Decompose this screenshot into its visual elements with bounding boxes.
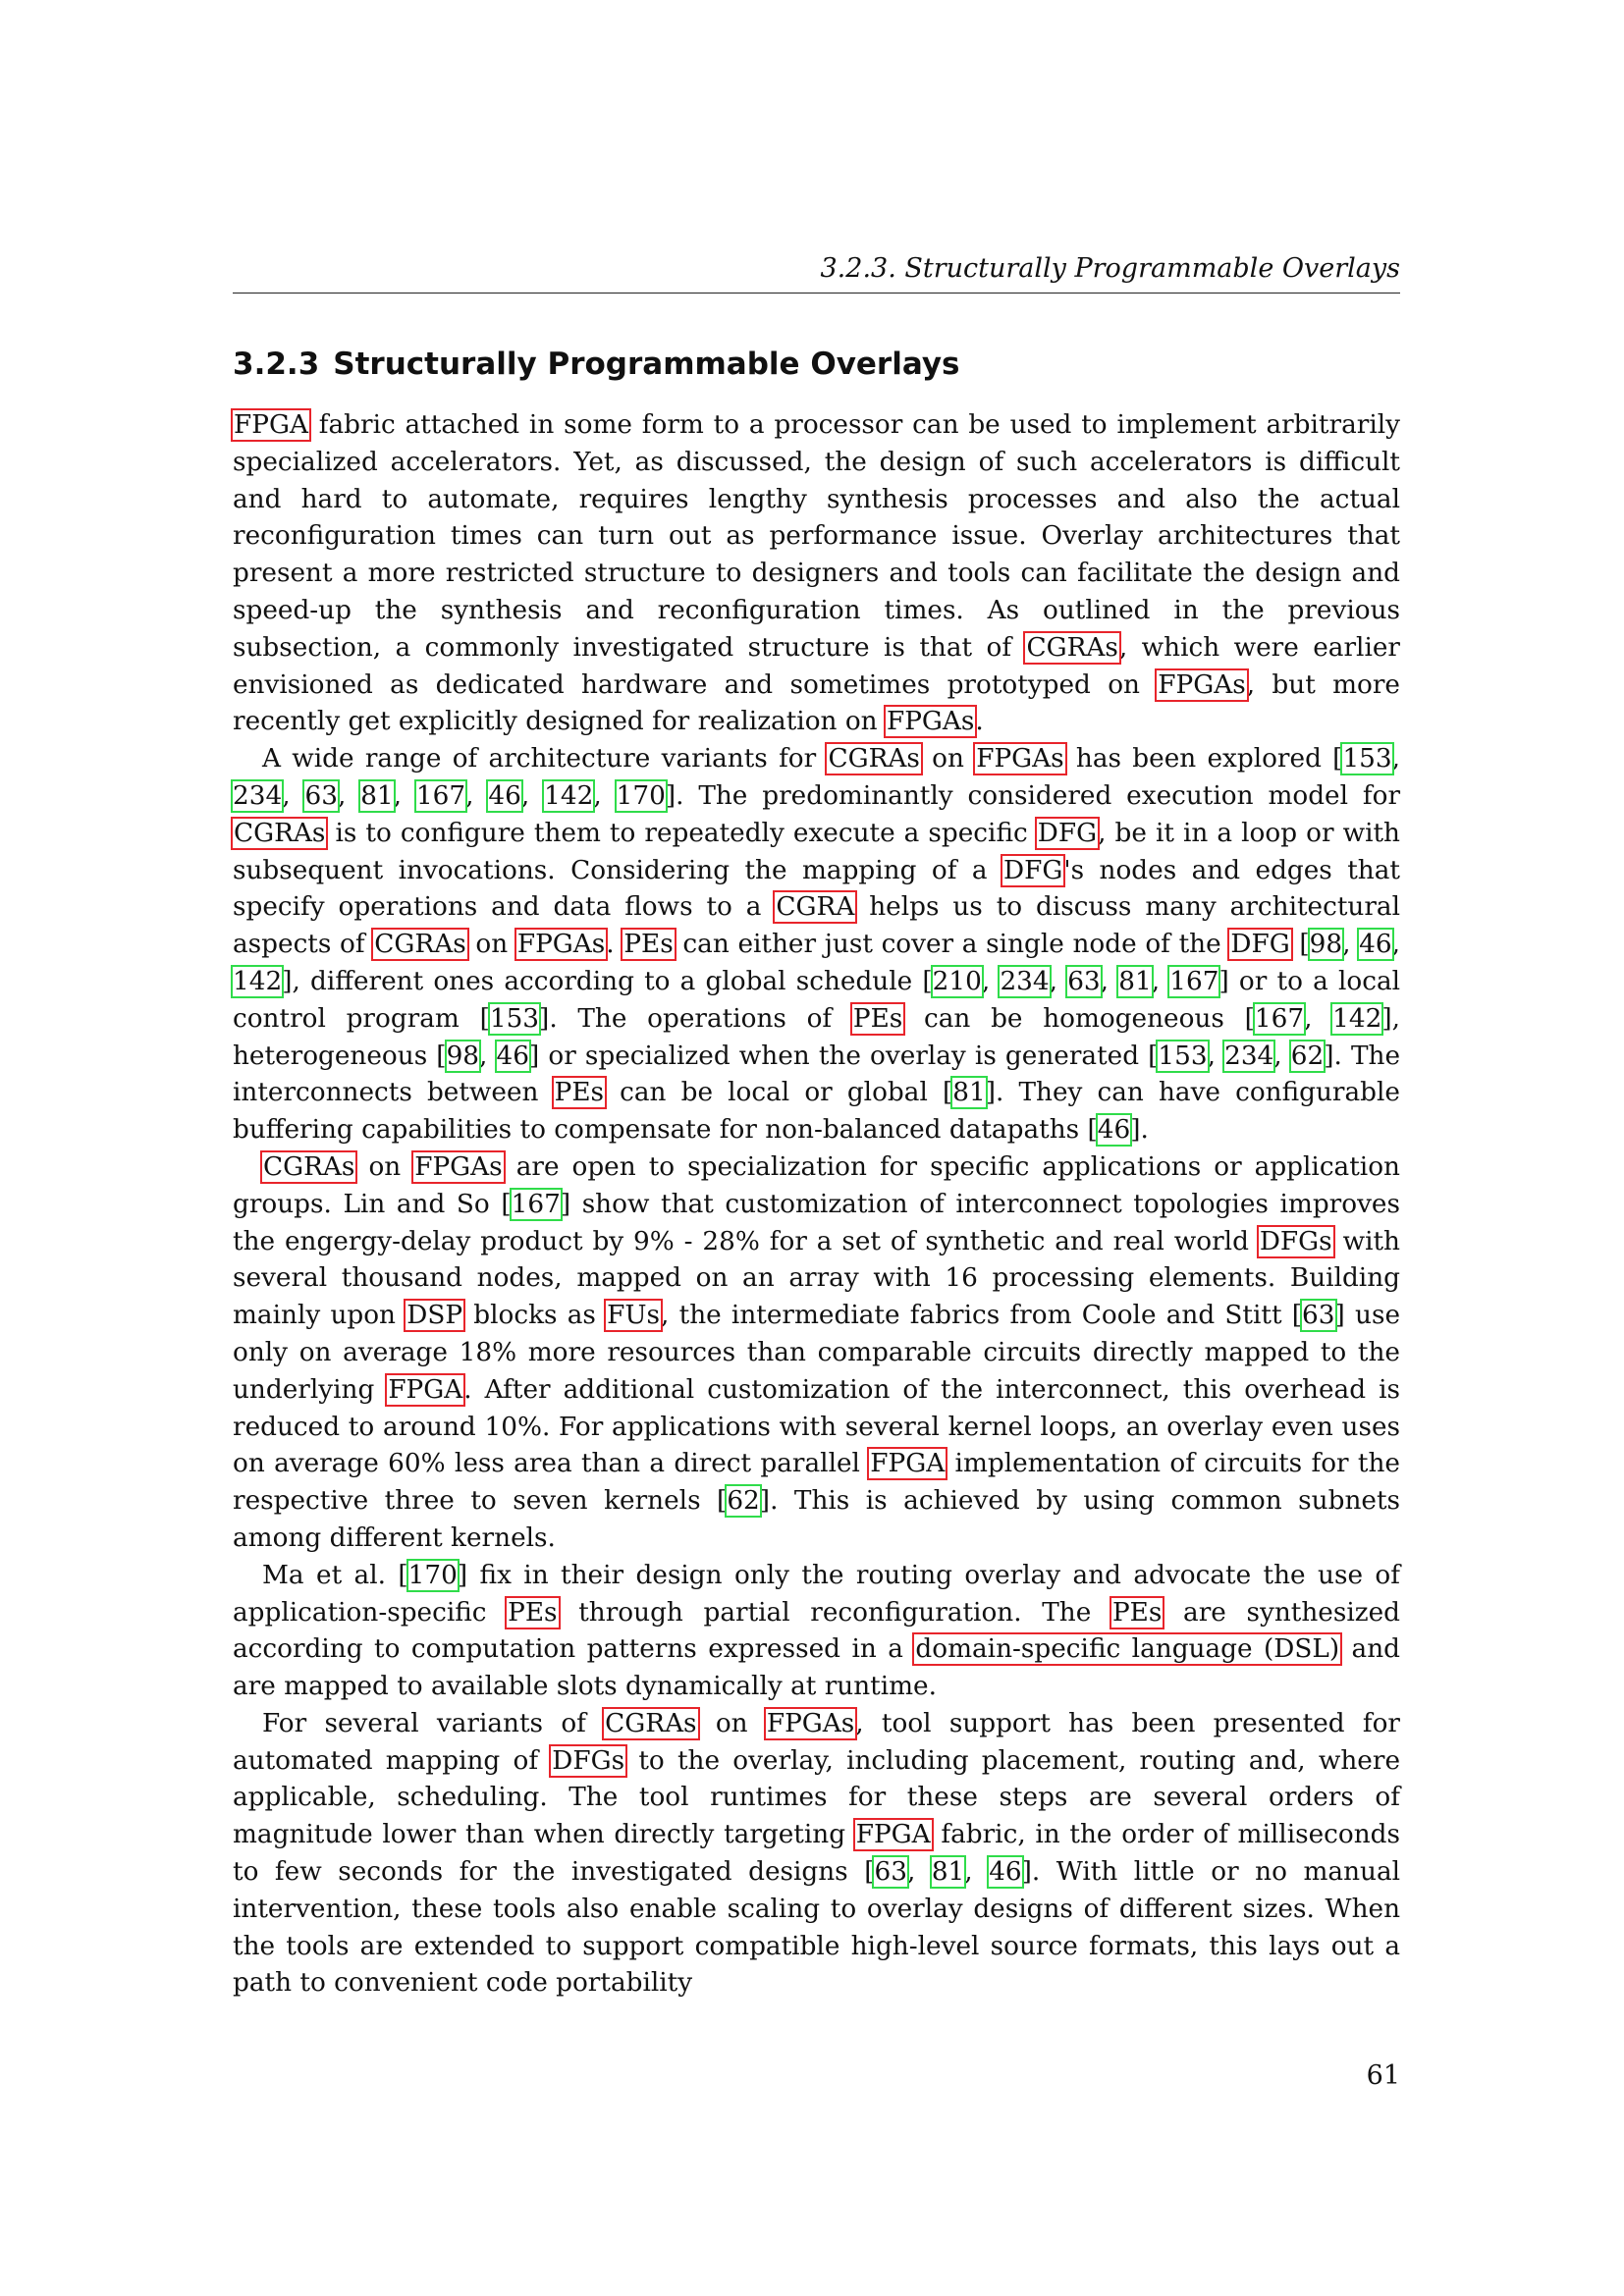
text-run: . With little or no manual intervention, these tools also enable scaling to overlay designs of different sizes. When the tools are extended to support compatible high-level source formats, this lays out a path to convenient code portability	[233, 1857, 1401, 1999]
citation-link[interactable]: 153	[489, 1003, 540, 1034]
page-number: 61	[1366, 2060, 1400, 2091]
text-run: ]	[1130, 1115, 1141, 1146]
paragraph-4	[233, 1558, 1400, 1706]
citation-link[interactable]: 142	[1332, 1003, 1382, 1034]
acronym-link[interactable]: CGRA	[776, 892, 855, 923]
text-run: ,	[479, 1041, 497, 1071]
acronym-link[interactable]: DFG	[1037, 818, 1098, 848]
text-run: ,	[906, 1857, 932, 1888]
text-run: . They can have configurable buffering capabilities to compensate for non-balanced datapaths [	[233, 1078, 1400, 1146]
text-run: blocks as	[463, 1301, 607, 1331]
text-run: For several variants of	[262, 1708, 605, 1738]
text-run: ]	[529, 1041, 540, 1071]
text-run: on	[466, 930, 516, 960]
citation-link[interactable]: 153	[1342, 744, 1392, 774]
text-run: .	[606, 930, 623, 960]
body-text	[233, 407, 1400, 2002]
acronym-link[interactable]: CGRAs	[828, 744, 920, 774]
text-run: ]	[1324, 1041, 1334, 1071]
text-run: on	[355, 1151, 414, 1182]
section-title: Structurally Programmable Overlays	[333, 347, 960, 382]
acronym-link[interactable]: FPGA	[388, 1374, 463, 1405]
acronym-link[interactable]: FPGAs	[516, 930, 606, 960]
citation-link[interactable]: 98	[446, 1041, 480, 1071]
section-heading	[233, 347, 1400, 382]
acronym-link[interactable]: FPGAs	[886, 707, 975, 737]
citation-link[interactable]: 234	[1000, 966, 1050, 996]
header-rule	[233, 293, 1400, 294]
acronym-link[interactable]: PEs	[623, 930, 674, 960]
text-run: ,	[1391, 744, 1400, 774]
text-run: on	[697, 1708, 766, 1738]
text-run: ,	[393, 780, 416, 811]
text-run: ]	[759, 1486, 771, 1517]
text-run: use only on average 18% more resources than comparable circuits directly mapped to the underlying	[233, 1301, 1401, 1405]
text-run: [	[1290, 930, 1310, 960]
acronym-link[interactable]: DFG	[1230, 930, 1290, 960]
citation-link[interactable]: 234	[1224, 1041, 1274, 1071]
paragraph-2	[233, 741, 1400, 1149]
citation-link[interactable]: 167	[1169, 966, 1219, 996]
text-run: ]	[539, 1003, 550, 1034]
text-run: ,	[964, 1857, 990, 1888]
text-run: . After additional customization of the interconnect, this overhead is reduced to around 10%. For applications with several kernel loops, an overlay even uses on average 60% less area than a direct parallel	[233, 1374, 1400, 1479]
text-run: ,	[282, 780, 305, 811]
citation-link[interactable]: 46	[496, 1041, 529, 1071]
citation-link[interactable]: 63	[1067, 966, 1101, 996]
text-run: ,	[465, 780, 489, 811]
text-run: has been explored [	[1064, 744, 1343, 774]
text-run: 's nodes and edges that specify operations and data flows to a	[233, 855, 1400, 923]
citation-link[interactable]: 63	[874, 1857, 907, 1888]
text-run: ]	[1381, 1003, 1392, 1034]
citation-link[interactable]: 167	[415, 780, 466, 811]
text-run: implementation of circuits for the respective three to seven kernels [	[233, 1449, 1400, 1517]
paragraph-1	[233, 407, 1400, 741]
acronym-link[interactable]: FUs	[607, 1301, 661, 1331]
acronym-link[interactable]: CGRAs	[605, 1708, 697, 1738]
text-run: , tool support has been presented for automated mapping of	[233, 1708, 1400, 1776]
citation-link[interactable]: 142	[233, 966, 283, 996]
text-run: ,	[1207, 1041, 1225, 1071]
paragraph-3	[233, 1149, 1400, 1558]
text-run: and are mapped to available slots dynamically at runtime.	[233, 1634, 1401, 1702]
text-run: ,	[981, 966, 1001, 996]
citation-link[interactable]: 234	[233, 780, 283, 811]
text-run: ,	[1151, 966, 1170, 996]
acronym-link[interactable]: CGRAs	[263, 1151, 355, 1182]
text-run: ,	[1391, 930, 1400, 960]
acronym-link[interactable]: CGRAs	[234, 818, 326, 848]
text-run: ]	[282, 966, 293, 996]
text-run: can either just cover a single node of the	[674, 930, 1230, 960]
acronym-link[interactable]: FPGAs	[1158, 669, 1246, 700]
citation-link[interactable]: 63	[304, 780, 338, 811]
citation-link[interactable]: 46	[1097, 1115, 1131, 1146]
acronym-link[interactable]: PEs	[554, 1078, 605, 1108]
text-run: ,	[337, 780, 361, 811]
citation-link[interactable]: 62	[727, 1486, 760, 1517]
text-run: helps us to discuss many architectural aspects of	[233, 892, 1400, 960]
text-run: or specialized when the overlay is generated [	[539, 1041, 1159, 1071]
text-run: ]	[1334, 1301, 1345, 1331]
text-run: ]	[985, 1078, 996, 1108]
text-run: .	[1140, 1115, 1149, 1146]
acronym-link[interactable]: PEs	[1111, 1597, 1163, 1628]
text-run: show that customization of interconnect topologies improves the engergy-delay product by 9% - 28% for a set of synthetic and real world	[233, 1189, 1400, 1256]
text-run: on	[920, 744, 976, 774]
acronym-link[interactable]: DFGs	[1259, 1226, 1332, 1256]
text-run: with several thousand nodes, mapped on an array with 16 processing elements. Building mainly upon	[233, 1226, 1400, 1331]
text-run: ]	[1218, 966, 1229, 996]
text-run: ]	[1021, 1857, 1032, 1888]
text-run: , be it in a loop or with subsequent invocations. Considering the mapping of a	[233, 818, 1400, 885]
text-run: is to configure them to repeatedly execute a specific	[326, 818, 1037, 848]
acronym-link[interactable]: CGRAs	[1026, 632, 1118, 663]
text-run: ,	[1100, 966, 1119, 996]
acronym-link[interactable]: FPGAs	[976, 744, 1064, 774]
text-run: . The interconnects between	[233, 1041, 1401, 1108]
text-run: or to a local control program [	[233, 966, 1401, 1034]
citation-link[interactable]: 98	[1309, 930, 1343, 960]
text-run: are open to specialization for specific applications or application groups. Lin and So [	[233, 1151, 1400, 1219]
citation-link[interactable]: 142	[544, 780, 594, 811]
text-run: fix in their design only the routing overlay and advocate the use of application-specific	[233, 1560, 1400, 1628]
text-run: through partial reconfiguration. The	[558, 1597, 1111, 1628]
text-run: ,	[1049, 966, 1068, 996]
acronym-link[interactable]: FPGAs	[766, 1708, 855, 1738]
acronym-link[interactable]: PEs	[852, 1003, 903, 1034]
citation-link[interactable]: 46	[488, 780, 521, 811]
running-header: 3.2.3. Structurally Programmable Overlays	[820, 253, 1400, 284]
text-run: ,	[593, 780, 617, 811]
acronym-link[interactable]: FPGAs	[414, 1151, 503, 1182]
citation-link[interactable]: 63	[1302, 1301, 1335, 1331]
citation-link[interactable]: 46	[1359, 930, 1392, 960]
text-run: ,	[1342, 930, 1360, 960]
citation-link[interactable]: 170	[407, 1560, 458, 1590]
text-run: , different ones according to a global schedule [	[292, 966, 933, 996]
citation-link[interactable]: 62	[1290, 1041, 1325, 1071]
citation-link[interactable]: 167	[1254, 1003, 1305, 1034]
text-run: can be homogeneous [	[903, 1003, 1255, 1034]
text-run: are synthesized according to computation patterns expressed in a	[233, 1597, 1401, 1665]
acronym-link[interactable]: PEs	[508, 1597, 558, 1628]
acronym-link[interactable]: CGRAs	[374, 930, 466, 960]
acronym-link[interactable]: DFGs	[552, 1745, 625, 1776]
text-run: can be local or global [	[605, 1078, 953, 1108]
paragraph-5	[233, 1706, 1400, 2002]
acronym-link[interactable]: DFG	[1003, 855, 1063, 885]
text-run: ,	[1304, 1003, 1333, 1034]
acronym-link[interactable]: domain-specific language (DSL)	[915, 1634, 1340, 1665]
text-run: A wide range of architecture variants for	[262, 744, 828, 774]
text-run: fabric, in the order of milliseconds to few seconds for the investigated designs [	[233, 1820, 1400, 1888]
text-run: ]	[665, 780, 677, 811]
text-run: ]	[560, 1189, 571, 1219]
text-run: , which were earlier envisioned as dedicated hardware and sometimes prototyped on	[233, 632, 1400, 700]
text-run: , the intermediate fabrics from Coole and Stitt [	[661, 1301, 1303, 1331]
citation-link[interactable]: 81	[952, 1078, 986, 1108]
text-run: .	[975, 707, 984, 737]
citation-link[interactable]: 167	[511, 1189, 561, 1219]
text-run: Ma et al. [	[262, 1560, 408, 1590]
citation-link[interactable]: 81	[1118, 966, 1152, 996]
text-run: ,	[520, 780, 545, 811]
text-run: . The operations of	[549, 1003, 852, 1034]
citation-link[interactable]: 81	[931, 1857, 965, 1888]
text-run: to the overlay, including placement, routing and, where applicable, scheduling. The tool runtimes for these steps are several orders of magnitude lower than when directly targeting	[233, 1745, 1401, 1850]
text-run: , heterogeneous [	[233, 1003, 1400, 1071]
text-run: ,	[1273, 1041, 1291, 1071]
text-run: . The predominantly considered execution model for	[676, 780, 1401, 811]
acronym-link[interactable]: FPGA	[234, 410, 308, 440]
citation-link[interactable]: 81	[360, 780, 394, 811]
citation-link[interactable]: 210	[932, 966, 982, 996]
text-run: fabric attached in some form to a processor can be used to implement arbitrarily specialized accelerators. Yet, as discussed, the design of such accelerators is difficult and hard to automate, requires lengthy synthesis processes and also the actual reconfiguration times can turn out as performance issue. Overlay architectures that present a more restricted structure to designers and tools can facilitate the design and speed-up the synthesis and reconfiguration times. As outlined in the previous subsection, a commonly investigated structure is that of	[233, 410, 1400, 663]
acronym-link[interactable]: FPGA	[855, 1820, 931, 1850]
text-run: , but more recently get explicitly designed for realization on	[233, 669, 1400, 737]
citation-link[interactable]: 170	[616, 780, 666, 811]
citation-link[interactable]: 46	[989, 1857, 1022, 1888]
acronym-link[interactable]: FPGA	[870, 1449, 946, 1479]
section-number: 3.2.3	[233, 347, 320, 382]
citation-link[interactable]: 153	[1158, 1041, 1208, 1071]
acronym-link[interactable]: DSP	[406, 1301, 463, 1331]
text-run: . This is achieved by using common subnets among different kernels.	[233, 1486, 1401, 1553]
text-run: ]	[457, 1560, 468, 1590]
